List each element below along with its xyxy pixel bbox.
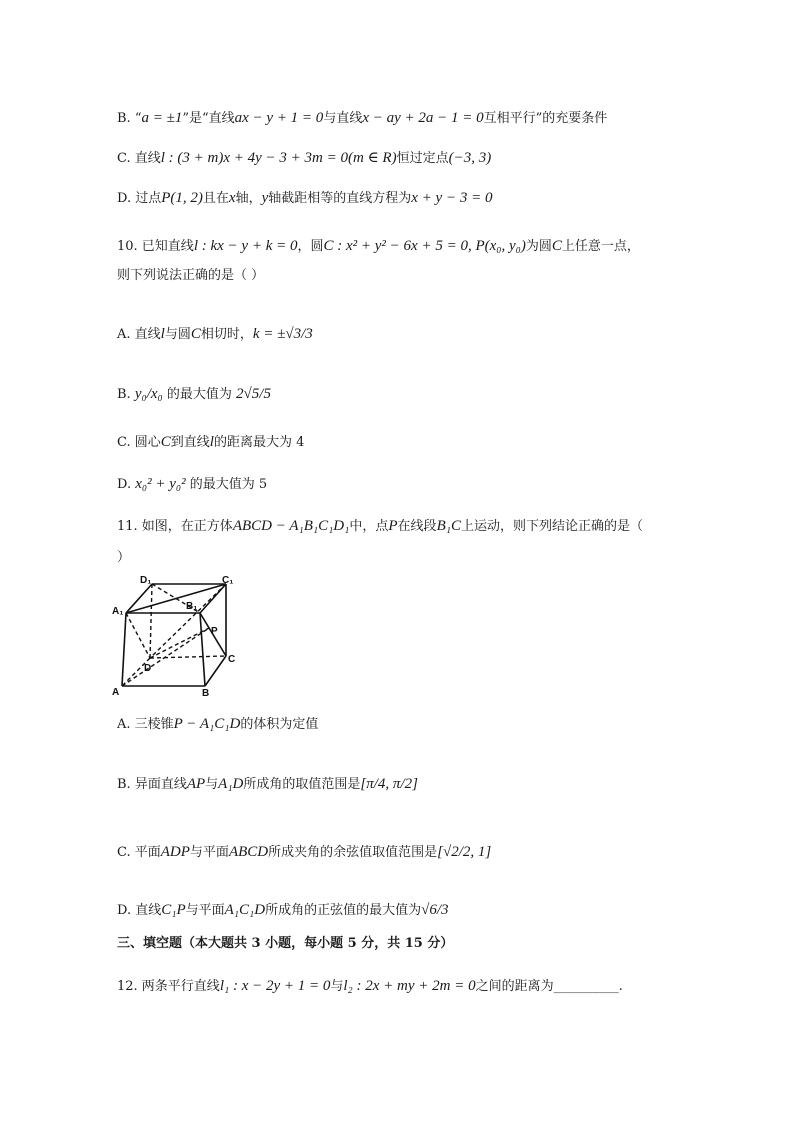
q11-optC-math3: [√2/2, 1] (437, 844, 492, 860)
q9-optB-text2: 与直线 (323, 111, 363, 126)
q11-stem-num: 11. 如图，在正方体 (117, 519, 233, 534)
q10-option-c (117, 432, 304, 453)
q11-optB-math2: A₁D (218, 776, 244, 792)
q10-optC-text2: 的距离最大为 4 (213, 435, 305, 450)
q11-option-a (117, 714, 318, 735)
edge-B-C (205, 656, 226, 686)
q10-optA-math1: l (160, 326, 165, 342)
q11-stem-text3: 上运动，则下列结论正确的是（ (460, 519, 643, 534)
q9-optD-text3: 轴截距相等的直线方程为 (268, 191, 412, 206)
q9-optD-math4: x + y − 3 = 0 (411, 190, 493, 206)
q10-option-a (117, 324, 313, 345)
q10-stem-line2: 则下列说法正确的是（ ） (117, 268, 265, 283)
q10-stem-math1: l : kx − y + k = 0 (193, 238, 298, 254)
q10-optA-text1: 与圆 (164, 327, 191, 342)
q10-stem-text3: 上任意一点， (561, 239, 640, 254)
q11-option-b (117, 774, 418, 795)
section-heading: 三、填空题（本大题共 3 小题，每小题 5 分，共 15 分） (117, 936, 454, 951)
q9-optC-math2: (−3, 3) (448, 150, 492, 166)
q9-option-d (117, 188, 492, 209)
q9-optB-label: B. “ (117, 111, 142, 126)
label-C1: C₁ (222, 575, 234, 586)
q11-optB-math3: [π/4, π/2] (360, 776, 418, 792)
q9-optB-math2: ax − y + 1 = 0 (234, 110, 324, 126)
q11-optC-text2: 所成夹角的余弦值取值范围是 (268, 845, 438, 860)
q9-optD-math2: x (228, 190, 236, 206)
q9-option-b (117, 108, 607, 129)
edge-D-C (150, 656, 226, 658)
q11-optD-math1: C₁P (161, 902, 186, 918)
q10-stem-math2: C : x² + y² − 6x + 5 = 0, P(x₀, y₀) (323, 238, 526, 254)
q11-stem-line2: ） (117, 550, 131, 565)
cube-diagram (110, 574, 240, 699)
q11-optA-math1: P − A₁C₁D (173, 716, 241, 732)
q9-optB-math3: x − ay + 2a − 1 = 0 (362, 110, 484, 126)
q11-optB-text2: 所成角的取值范围是 (243, 777, 361, 792)
q11-optB-math1: AP (186, 776, 206, 792)
q10-stem-text2: 为圆 (525, 239, 552, 254)
q11-optC-text1: 与平面 (189, 845, 229, 860)
q11-stem-text1: 中，点 (349, 519, 389, 534)
q10-optC-math2: l (209, 434, 214, 450)
q9-optC-label: C. 直线 (117, 151, 161, 166)
q10-optA-text2: 相切时， (200, 327, 253, 342)
q9-optC-math1: l : (3 + m)x + 4y − 3 + 3m = 0(m ∈ R) (160, 150, 397, 166)
q11-optD-text2: 所成角的正弦值的最大值为 (265, 903, 422, 918)
q10-option-b (117, 384, 271, 405)
q11-stem-math2: P (388, 518, 398, 534)
q11-optA-text1: 的体积为定值 (240, 717, 319, 732)
edge-B1-B (200, 613, 205, 686)
cube-figure (110, 574, 240, 703)
q9-optB-text3: 互相平行”的充要条件 (483, 111, 608, 126)
q10-optC-math1: C (160, 434, 171, 450)
edge-D-D1 (150, 584, 152, 658)
q12-answer-blank: __________. (553, 979, 623, 994)
q11-option-c (117, 842, 491, 863)
q10-optB-math1: y₀/x₀ (134, 386, 163, 402)
q10-option-d (117, 474, 267, 495)
label-A: A (112, 687, 120, 698)
q10-optA-math2: C (190, 326, 201, 342)
q11-optD-math2: A₁C₁D (224, 902, 266, 918)
q10-optC-text1: 到直线 (170, 435, 210, 450)
label-P: P (211, 626, 218, 637)
q10-stem-math3: C (551, 238, 562, 254)
q9-optD-math3: y (261, 190, 269, 206)
q12-stem-num: 12. 两条平行直线 (117, 979, 220, 994)
q9-option-c (117, 148, 491, 169)
q11-optD-math3: √6/3 (421, 902, 449, 918)
q9-optC-text1: 恒过定点 (396, 151, 449, 166)
q11-optD-text1: 与平面 (185, 903, 225, 918)
q11-optB-label: B. 异面直线 (117, 777, 187, 792)
q10-optA-math3: k = ±√3/3 (252, 326, 313, 342)
q11-optC-math2: ABCD (228, 844, 269, 860)
label-B: B (202, 688, 210, 699)
q11-optC-math1: ADP (160, 844, 190, 860)
q11-stem (117, 516, 643, 537)
q12-stem-text2: 之间的距离为 (475, 979, 554, 994)
q9-optD-label: D. 过点 (117, 191, 162, 206)
label-B1: B₁ (186, 601, 198, 612)
q12-stem-math1: l₁ : x − 2y + 1 = 0 (219, 978, 331, 994)
q9-optD-text1: 且在 (202, 191, 229, 206)
q10-optB-label: B. (117, 387, 131, 402)
q10-stem-text1: ，圆 (297, 239, 324, 254)
q11-optD-label: D. 直线 (117, 903, 162, 918)
q12-stem (117, 976, 623, 997)
q10-optB-text1: 的最大值为 (166, 387, 232, 402)
label-D: D (144, 663, 152, 674)
label-A1: A₁ (112, 606, 124, 617)
q11-optC-label: C. 平面 (117, 845, 161, 860)
q11-optA-label: A. 三棱锥 (117, 717, 174, 732)
q9-optD-text2: 轴， (235, 191, 262, 206)
edge-A1-A (122, 613, 126, 686)
label-D1: D₁ (140, 575, 152, 586)
q11-option-d (117, 900, 449, 921)
q10-optC-label: C. 圆心 (117, 435, 161, 450)
q10-optD-math1: x₀² + y₀² (135, 476, 186, 492)
q12-stem-math2: l₂ : 2x + my + 2m = 0 (343, 978, 476, 994)
q9-optD-math1: P(1, 2) (161, 190, 203, 206)
q9-optB-math1: a = ±1 (141, 110, 183, 126)
q11-stem-math3: B₁C (436, 518, 461, 534)
q10-stem-num: 10. 已知直线 (117, 239, 194, 254)
q9-optB-text1: ”是“直线 (182, 111, 235, 126)
diag-A1-D (126, 613, 150, 658)
q11-stem-math1: ABCD − A₁B₁C₁D₁ (232, 518, 350, 534)
q10-stem (117, 236, 640, 257)
line-D-P (150, 628, 209, 658)
q11-stem-text2: 在线段 (397, 519, 437, 534)
q10-optD-label: D. (117, 477, 132, 492)
q10-optA-label: A. 直线 (117, 327, 161, 342)
q11-optB-text1: 与 (205, 777, 219, 792)
label-C: C (228, 654, 236, 665)
q12-stem-text1: 与 (330, 979, 344, 994)
q10-optB-math2: 2√5/5 (236, 386, 271, 402)
q10-optD-text1: 的最大值为 5 (189, 477, 268, 492)
